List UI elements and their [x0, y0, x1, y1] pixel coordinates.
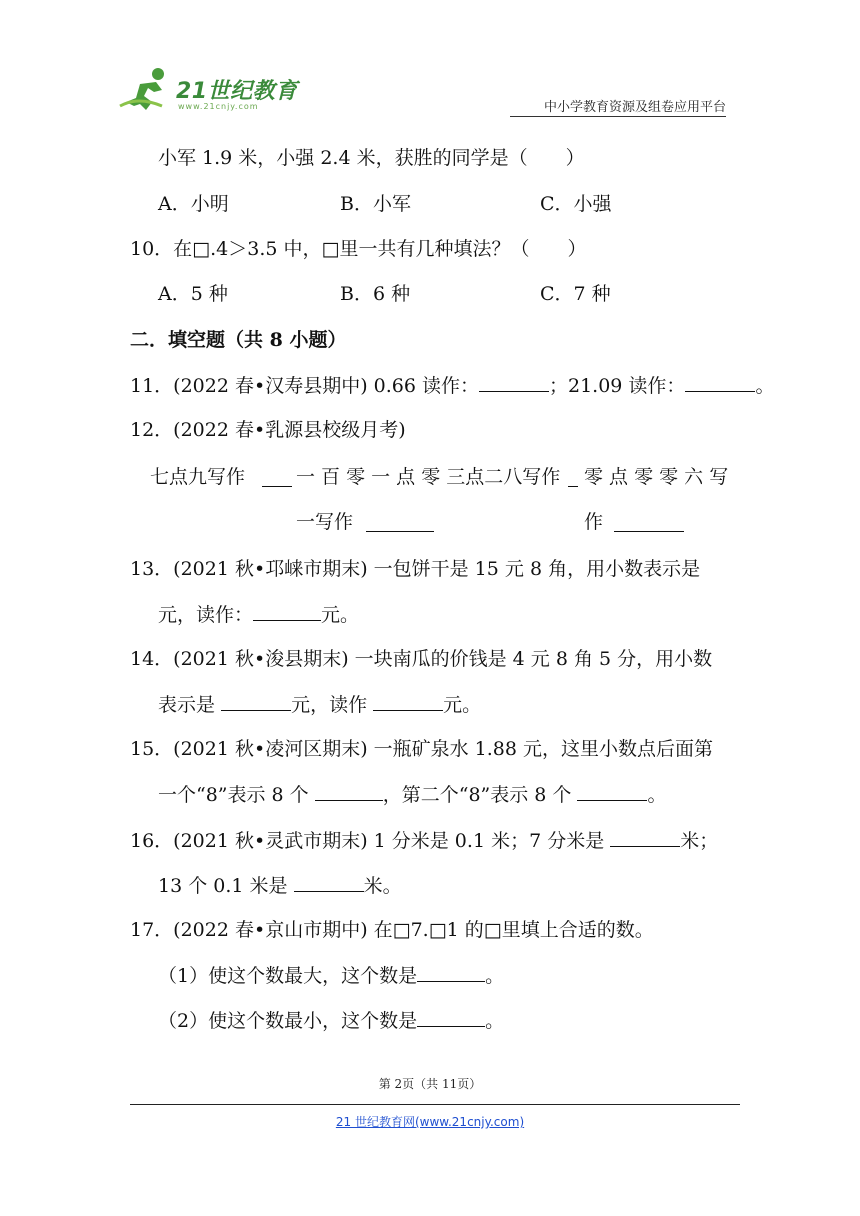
header-divider: [510, 116, 726, 117]
q17-sub2-text: （2）使这个数最小，这个数是: [158, 1010, 418, 1032]
q16-line2-b: 米。: [363, 875, 402, 897]
q15-line2-b: ，第二个“8”表示 8 个: [382, 784, 572, 806]
q16-line1-a: 16．(2021 秋•灵武市期末) 1 分米是 0.1 米；7 分米是: [130, 830, 605, 852]
q14-line2-a: 表示是: [158, 694, 216, 716]
page-number: 第 2页（共 11页）: [378, 1077, 482, 1091]
q12-row2-a: 一写作: [296, 511, 354, 533]
q16-line2-a: 13 个 0.1 米是: [158, 875, 288, 897]
q9-option-a: A．小明: [158, 193, 229, 215]
logo-url: www.21cnjy.com: [178, 102, 259, 111]
q13-line2: [158, 602, 359, 627]
q14-line2-c: 元。: [443, 694, 482, 716]
q15-blank-2[interactable]: [577, 782, 647, 801]
q15-line2-c: 。: [647, 784, 667, 806]
q17-line1: 17．(2022 春•京山市期中) 在□7.□1 的□里填上合适的数。: [130, 919, 654, 941]
q17-sub1-end: 。: [485, 965, 505, 987]
q9-option-b: B．小军: [340, 193, 411, 215]
q11-blank-2[interactable]: [685, 373, 755, 392]
q13-blank[interactable]: [253, 602, 321, 621]
q17-sub2-end: 。: [485, 1010, 505, 1032]
q13-line2-b: 元。: [321, 604, 360, 626]
q11-part1: 11．(2022 春•汉寿县期中) 0.66 读作：: [130, 375, 479, 397]
q17-sub1-text: （1）使这个数最大，这个数是: [158, 965, 418, 987]
q17-sub1: [158, 963, 504, 988]
header-tagline: 中小学教育资源及组卷应用平台: [543, 100, 726, 115]
q9-option-c: C．小强: [540, 193, 612, 215]
q17-sub2: [158, 1008, 504, 1033]
q14-blank-1[interactable]: [221, 692, 291, 711]
q16-line2: [158, 873, 402, 898]
q12-row1-b: 一 百 零 一 点 零 三点二八写作: [296, 466, 561, 488]
q11: [130, 373, 774, 398]
q10-option-a: A．5 种: [158, 283, 228, 305]
q15-line2: [158, 782, 666, 807]
q12-blank-4[interactable]: [614, 513, 684, 532]
q16-blank-1[interactable]: [610, 828, 680, 847]
q11-part2: ；21.09 读作：: [549, 375, 686, 397]
q16-line1-b: 米；: [680, 830, 719, 852]
q17-blank-1[interactable]: [417, 963, 485, 982]
q17-blank-2[interactable]: [417, 1008, 485, 1027]
q15-blank-1[interactable]: [315, 782, 383, 801]
q12-blank-2[interactable]: [568, 468, 578, 487]
q16-line1: [130, 828, 718, 853]
q9-stem-tail: 小军 1.9 米，小强 2.4 米，获胜的同学是（ ）: [158, 147, 585, 169]
q12-row1-c: 零 点 零 零 六 写: [584, 466, 729, 488]
q12-head: 12．(2022 春•乳源县校级月考): [130, 419, 406, 441]
q12-blank-3[interactable]: [366, 513, 434, 532]
q14-line1: 14．(2021 秋•浚县期末) 一块南瓜的价钱是 4 元 8 角 5 分，用小数: [130, 648, 713, 670]
logo-text: 21世纪教育: [176, 79, 298, 104]
q15-line1: 15．(2021 秋•凌河区期末) 一瓶矿泉水 1.88 元，这里小数点后面第: [130, 738, 714, 760]
q12-row1-a: 七点九写作: [150, 466, 246, 488]
q10-option-b: B．6 种: [340, 283, 411, 305]
q10-option-c: C．7 种: [540, 283, 611, 305]
q10-stem: 10．在□.4＞3.5 中，□里一共有几种填法？（ ）: [130, 238, 587, 260]
q14-line2: [158, 692, 481, 717]
q13-line2-a: 元，读作：: [158, 604, 254, 626]
section-title-fill-in: 二．填空题（共 8 小题）: [130, 329, 347, 351]
q16-blank-2[interactable]: [294, 873, 364, 892]
footer-divider: [130, 1104, 740, 1105]
q13-line1: 13．(2021 秋•邛崃市期末) 一包饼干是 15 元 8 角，用小数表示是: [130, 558, 701, 580]
q12-row2-b: 作: [584, 511, 604, 533]
runner-logo-icon: [118, 66, 178, 112]
footer-site-link[interactable]: 21 世纪教育网(www.21cnjy.com): [335, 1115, 525, 1129]
q14-blank-2[interactable]: [373, 692, 443, 711]
q12-blank-1[interactable]: [262, 468, 292, 487]
q15-line2-a: 一个“8”表示 8 个: [158, 784, 309, 806]
logo: [118, 66, 298, 118]
q14-line2-b: 元，读作: [291, 694, 368, 716]
q11-blank-1[interactable]: [479, 373, 549, 392]
q11-part3: 。: [755, 375, 775, 397]
